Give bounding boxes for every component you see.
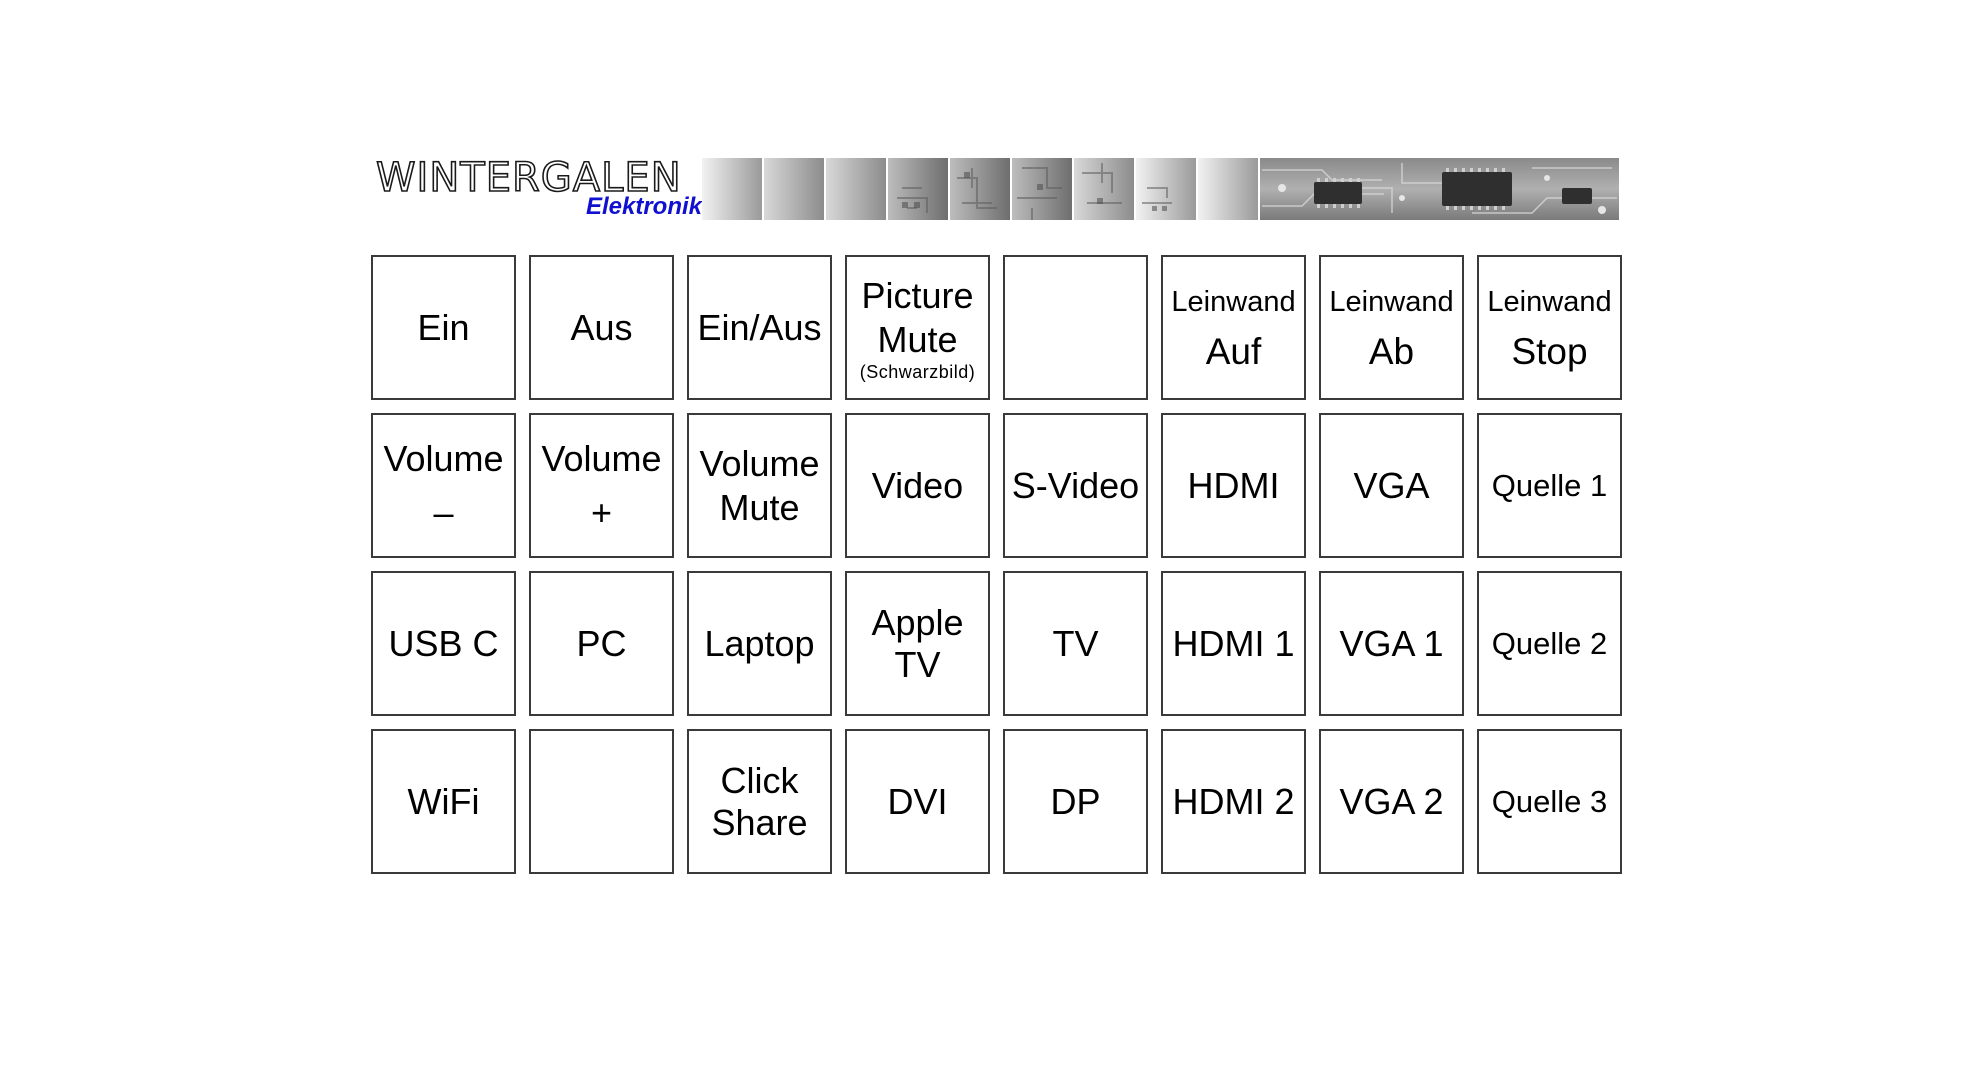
button-label: Apple bbox=[871, 601, 964, 643]
empty-button[interactable] bbox=[1003, 255, 1148, 400]
laptop-button[interactable] bbox=[687, 571, 832, 716]
button-label: + bbox=[590, 491, 613, 533]
aus-button[interactable] bbox=[529, 255, 674, 400]
button-label: Ab bbox=[1368, 330, 1415, 372]
ein-button[interactable] bbox=[371, 255, 516, 400]
button-grid bbox=[371, 255, 1622, 874]
video-button[interactable] bbox=[845, 413, 990, 558]
volume-plus-button[interactable] bbox=[529, 413, 674, 558]
button-label: Mute bbox=[719, 486, 800, 528]
vga-2-button[interactable] bbox=[1319, 729, 1464, 874]
usb-c-button[interactable] bbox=[371, 571, 516, 716]
button-label: Quelle 1 bbox=[1491, 467, 1608, 503]
button-label: Leinwand bbox=[1171, 285, 1296, 318]
button-label: Volume bbox=[699, 442, 820, 484]
dvi-button[interactable] bbox=[845, 729, 990, 874]
s-video-button[interactable] bbox=[1003, 413, 1148, 558]
button-sublabel: (Schwarzbild) bbox=[859, 361, 976, 382]
button-label: HDMI 1 bbox=[1172, 622, 1295, 664]
picture-mute-button[interactable] bbox=[845, 255, 990, 400]
button-label: – bbox=[433, 491, 454, 533]
button-label: Quelle 3 bbox=[1491, 783, 1608, 819]
button-label: Click bbox=[720, 759, 799, 801]
header-banner bbox=[372, 158, 1619, 220]
button-label: Ein bbox=[417, 306, 470, 348]
vga-1-button[interactable] bbox=[1319, 571, 1464, 716]
button-label: Leinwand bbox=[1487, 285, 1612, 318]
empty-button[interactable] bbox=[529, 729, 674, 874]
tv-button[interactable] bbox=[1003, 571, 1148, 716]
circuit-board-image bbox=[702, 158, 1619, 220]
hdmi-2-button[interactable] bbox=[1161, 729, 1306, 874]
hdmi-button[interactable] bbox=[1161, 413, 1306, 558]
button-label: VGA 2 bbox=[1339, 780, 1444, 822]
button-label: Stop bbox=[1511, 330, 1588, 372]
button-label: S-Video bbox=[1011, 464, 1140, 506]
apple-tv-button[interactable] bbox=[845, 571, 990, 716]
quelle-2-button[interactable] bbox=[1477, 571, 1622, 716]
vga-button[interactable] bbox=[1319, 413, 1464, 558]
button-label: PC bbox=[576, 622, 627, 664]
brand-logo bbox=[372, 158, 702, 220]
button-label: Volume bbox=[383, 437, 504, 479]
wifi-button[interactable] bbox=[371, 729, 516, 874]
button-label: Leinwand bbox=[1329, 285, 1454, 318]
button-label: Video bbox=[871, 464, 964, 506]
brand-subtitle: Elektronik bbox=[585, 193, 702, 220]
volume-minus-button[interactable] bbox=[371, 413, 516, 558]
leinwand-ab-button[interactable] bbox=[1319, 255, 1464, 400]
button-label: VGA bbox=[1353, 464, 1430, 506]
button-label: HDMI bbox=[1187, 464, 1280, 506]
pc-button[interactable] bbox=[529, 571, 674, 716]
button-label: Picture bbox=[861, 274, 974, 316]
button-label: DP bbox=[1050, 780, 1101, 822]
leinwand-stop-button[interactable] bbox=[1477, 255, 1622, 400]
button-label: Quelle 2 bbox=[1491, 625, 1608, 661]
dp-button[interactable] bbox=[1003, 729, 1148, 874]
button-label: Volume bbox=[541, 437, 662, 479]
quelle-1-button[interactable] bbox=[1477, 413, 1622, 558]
button-label: Ein/Aus bbox=[697, 306, 822, 348]
volume-mute-button[interactable] bbox=[687, 413, 832, 558]
click-share-button[interactable] bbox=[687, 729, 832, 874]
button-label: HDMI 2 bbox=[1172, 780, 1295, 822]
button-label: Share bbox=[711, 801, 808, 843]
brand-name: WINTERGALEN bbox=[376, 158, 682, 201]
ein-aus-button[interactable] bbox=[687, 255, 832, 400]
button-label: USB C bbox=[388, 622, 499, 664]
button-label: Auf bbox=[1205, 330, 1262, 372]
button-label: WiFi bbox=[407, 780, 480, 822]
quelle-3-button[interactable] bbox=[1477, 729, 1622, 874]
button-label: Laptop bbox=[704, 622, 815, 664]
button-label: Mute bbox=[877, 318, 958, 360]
button-label: Aus bbox=[570, 306, 633, 348]
hdmi-1-button[interactable] bbox=[1161, 571, 1306, 716]
leinwand-auf-button[interactable] bbox=[1161, 255, 1306, 400]
button-label: TV bbox=[894, 643, 941, 685]
button-label: DVI bbox=[887, 780, 948, 822]
button-label: VGA 1 bbox=[1339, 622, 1444, 664]
button-label: TV bbox=[1052, 622, 1099, 664]
